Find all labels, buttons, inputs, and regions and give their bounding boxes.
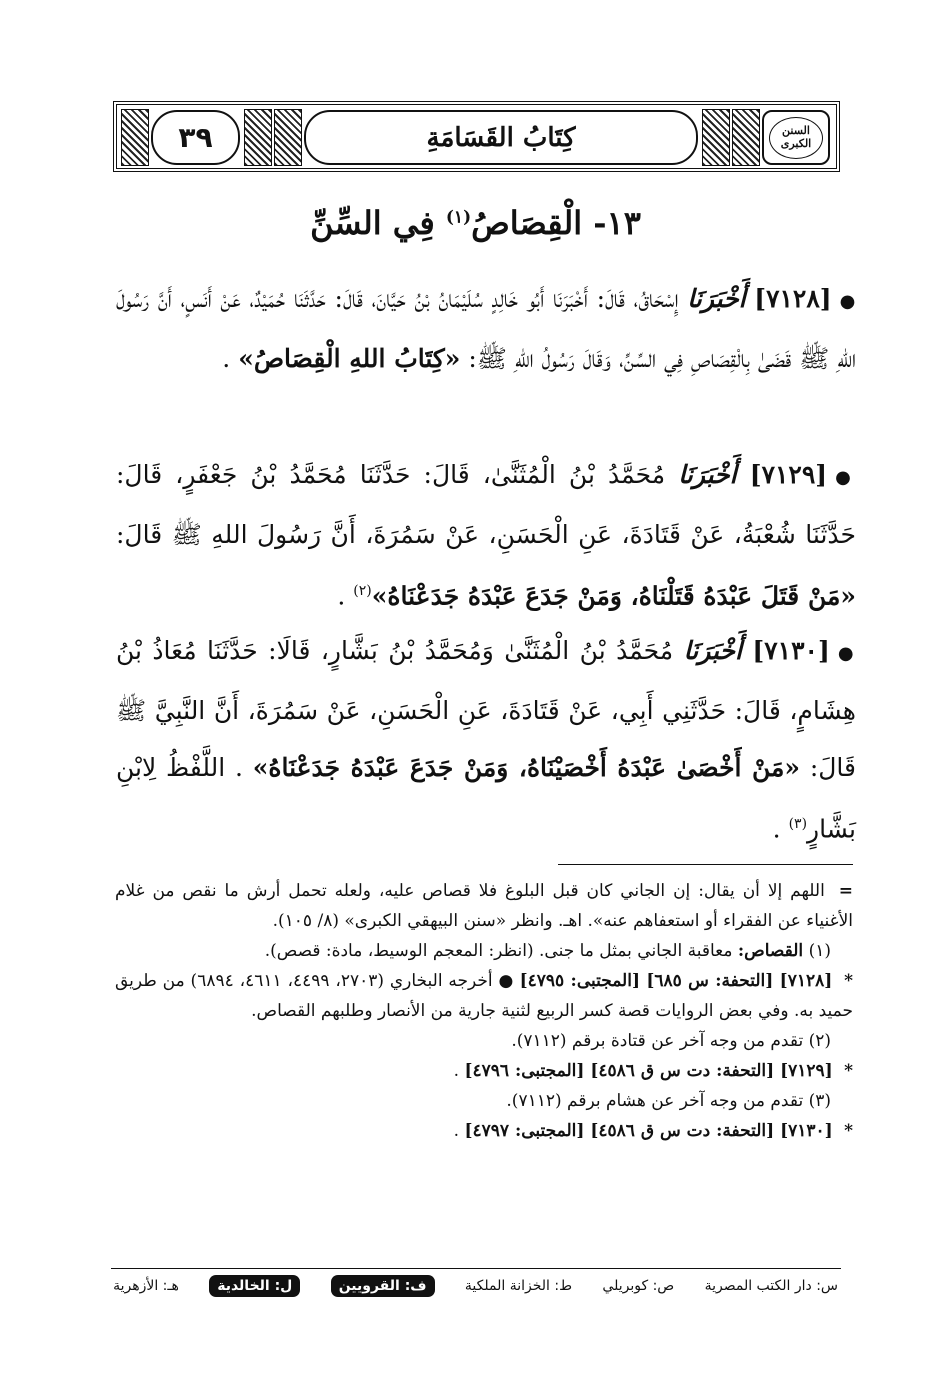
legend-item: ص: كوبريلي	[602, 1278, 675, 1294]
book-logo-text: السنن الكبرى	[769, 117, 823, 159]
hadith-block	[116, 622, 856, 857]
title-cartouche	[304, 110, 698, 165]
page-number: ٣٩	[178, 121, 213, 154]
legend-item: ط: الخزانة الملكية	[464, 1278, 573, 1294]
ornament-icon	[732, 109, 760, 166]
asterisk-icon: *	[844, 1121, 853, 1141]
hadith-number: [٧١٢٨]	[754, 284, 832, 313]
hadith-isnad: إِسْحَاقُ، قَالَ: أَخْبَرَنَا أَبُو خَالِدٍ سُلَيْمَانُ بْنُ حَيَّانَ، قَالَ: حَدَّثَنَا حُمَيْدٌ، عَنْ أَنَسٍ، أَنَّ رَسُولَ اللهِ ﷺ قَضَىٰ بِالْقِصَاصِ فِي السِّنِّ، وَقَالَ رَسُولُ اللهِ ﷺ:	[116, 284, 856, 373]
page-header	[113, 101, 840, 172]
hadith-end: .	[222, 344, 231, 373]
legend-item-highlight: ف: القرويين	[331, 1275, 435, 1297]
hadith-khabar: أَخْبَرَنَا	[683, 636, 742, 665]
footnote-ref: (٢)	[353, 583, 372, 599]
book-logo	[762, 110, 830, 165]
bullet-icon: ●	[839, 291, 856, 312]
manuscript-legend	[113, 1275, 838, 1297]
hadith-isnad: مُحَمَّدُ بْنُ الْمُثَنَّىٰ وَمُحَمَّدُ بْنُ بَشَّارٍ، قَالَا: حَدَّثَنَا مُعَاذُ بْنُ هِشَامٍ، قَالَ: حَدَّثَنِي أَبِي، عَنْ قَتَادَةَ، عَنِ الْحَسَنِ، عَنْ سَمُرَةَ، أَنَّ النَّبِيَّ ﷺ قَالَ:	[116, 636, 856, 782]
footnote-item: (٣) تقدم من وجه آخر عن هشام برقم (٧١١٢).	[506, 1091, 831, 1111]
hadith-end: .	[337, 581, 346, 611]
ornament-icon	[274, 109, 302, 166]
chapter-title: ١٣- الْقِصَاصُ$^{(١)}$ فِي السِّنِّ	[310, 204, 641, 242]
hadith-matn: «مَنْ أَخْصَىٰ عَبْدَهُ أَخْصَيْنَاهُ، وَمَنْ جَدَعَ عَبْدَهُ جَدَعْنَاهُ»	[252, 753, 801, 782]
footnote-continuation: = اللهم إلا أن يقال: إن الجاني كان قبل البلوغ فلا قصاص عليه، ولعله تحمل أرش ما نقص من غلام الأغنياء عن الفقراء أو استعفاهم عنه». اهـ. وانظر «سنن البيهقي الكبرى» (٨/ ١٠٥).	[115, 881, 854, 931]
footnote-item: * [٧١٣٠] [التحفة: دت س ق ٤٥٨٦] [المجتبى: ٤٧٩٧] .	[453, 1121, 853, 1141]
hadith-end-period: .	[772, 814, 781, 844]
page-number-cartouche	[151, 110, 240, 165]
legend-item: هـ: الأزهرية	[113, 1278, 179, 1294]
hadith-number: [٧١٢٩]	[749, 460, 828, 489]
hadith-end: . اللَّفْظُ لِابْنِ بَشَّارٍ	[116, 753, 856, 844]
hadith-number: [٧١٣٠]	[752, 636, 830, 665]
hadith-block	[116, 446, 856, 624]
asterisk-icon: *	[844, 971, 854, 991]
footnote-divider	[558, 864, 853, 865]
footnote-item: (٢) تقدم من وجه آخر عن قتادة برقم (٧١١٢).	[511, 1031, 831, 1051]
footnote-ref: (٣)	[788, 816, 808, 832]
ornament-icon	[702, 109, 730, 166]
footnote-item: (١) القصاص: معاقبة الجاني بمثل ما جنى. (انظر: المعجم الوسيط، مادة: قصص).	[264, 941, 831, 961]
hadith-khabar: أَخْبَرَنَا	[687, 284, 746, 313]
hadith-matn: «مَنْ قَتَلَ عَبْدَهُ قَتَلْنَاهُ، وَمَنْ جَدَعَ عَبْدَهُ جَدَعْنَاهُ»	[371, 581, 856, 611]
bullet-icon: ●	[837, 643, 856, 664]
footnote-ref: (١)	[445, 207, 472, 228]
ornament-icon	[244, 109, 272, 166]
bullet-icon: ●	[835, 467, 856, 488]
book-title: كِتَابُ القَسَامَةِ	[426, 122, 576, 153]
footnote-item: * [٧١٢٨] [التحفة: س ٦٨٥] [المجتبى: ٤٧٩٥] ● أخرجه البخاري (٢٧٠٣، ٤٤٩٩، ٤٦١١، ٦٨٩٤) من طريق حميد به. وفي بعض الروايات قصة كسر الربيع لثنية جارية من الأنصار وطلبهم القصاص.	[115, 971, 854, 1021]
asterisk-icon: *	[844, 1061, 853, 1081]
footnotes	[115, 876, 853, 1146]
ornament-icon	[121, 109, 149, 166]
legend-divider	[111, 1268, 841, 1269]
hadith-block	[116, 270, 856, 387]
legend-item: س: دار الكتب المصرية	[704, 1278, 838, 1294]
legend-item-highlight: ل: الخالدية	[209, 1275, 300, 1297]
footnote-item: * [٧١٢٩] [التحفة: دت س ق ٤٥٨٦] [المجتبى: ٤٧٩٦] .	[453, 1061, 853, 1081]
hadith-matn: «كِتَابُ اللهِ الْقِصَاصُ»	[238, 344, 461, 373]
hadith-khabar: أَخْبَرَنَا	[678, 460, 737, 489]
hadith-isnad: مُحَمَّدُ بْنُ الْمُثَنَّىٰ، قَالَ: حَدَّثَنَا مُحَمَّدُ بْنُ جَعْفَرٍ، قَالَ: حَدَّثَنَا شُعْبَةُ، عَنْ قَتَادَةَ، عَنِ الْحَسَنِ، عَنْ سَمُرَةَ، أَنَّ رَسُولَ اللهِ ﷺ قَالَ:	[116, 460, 856, 549]
